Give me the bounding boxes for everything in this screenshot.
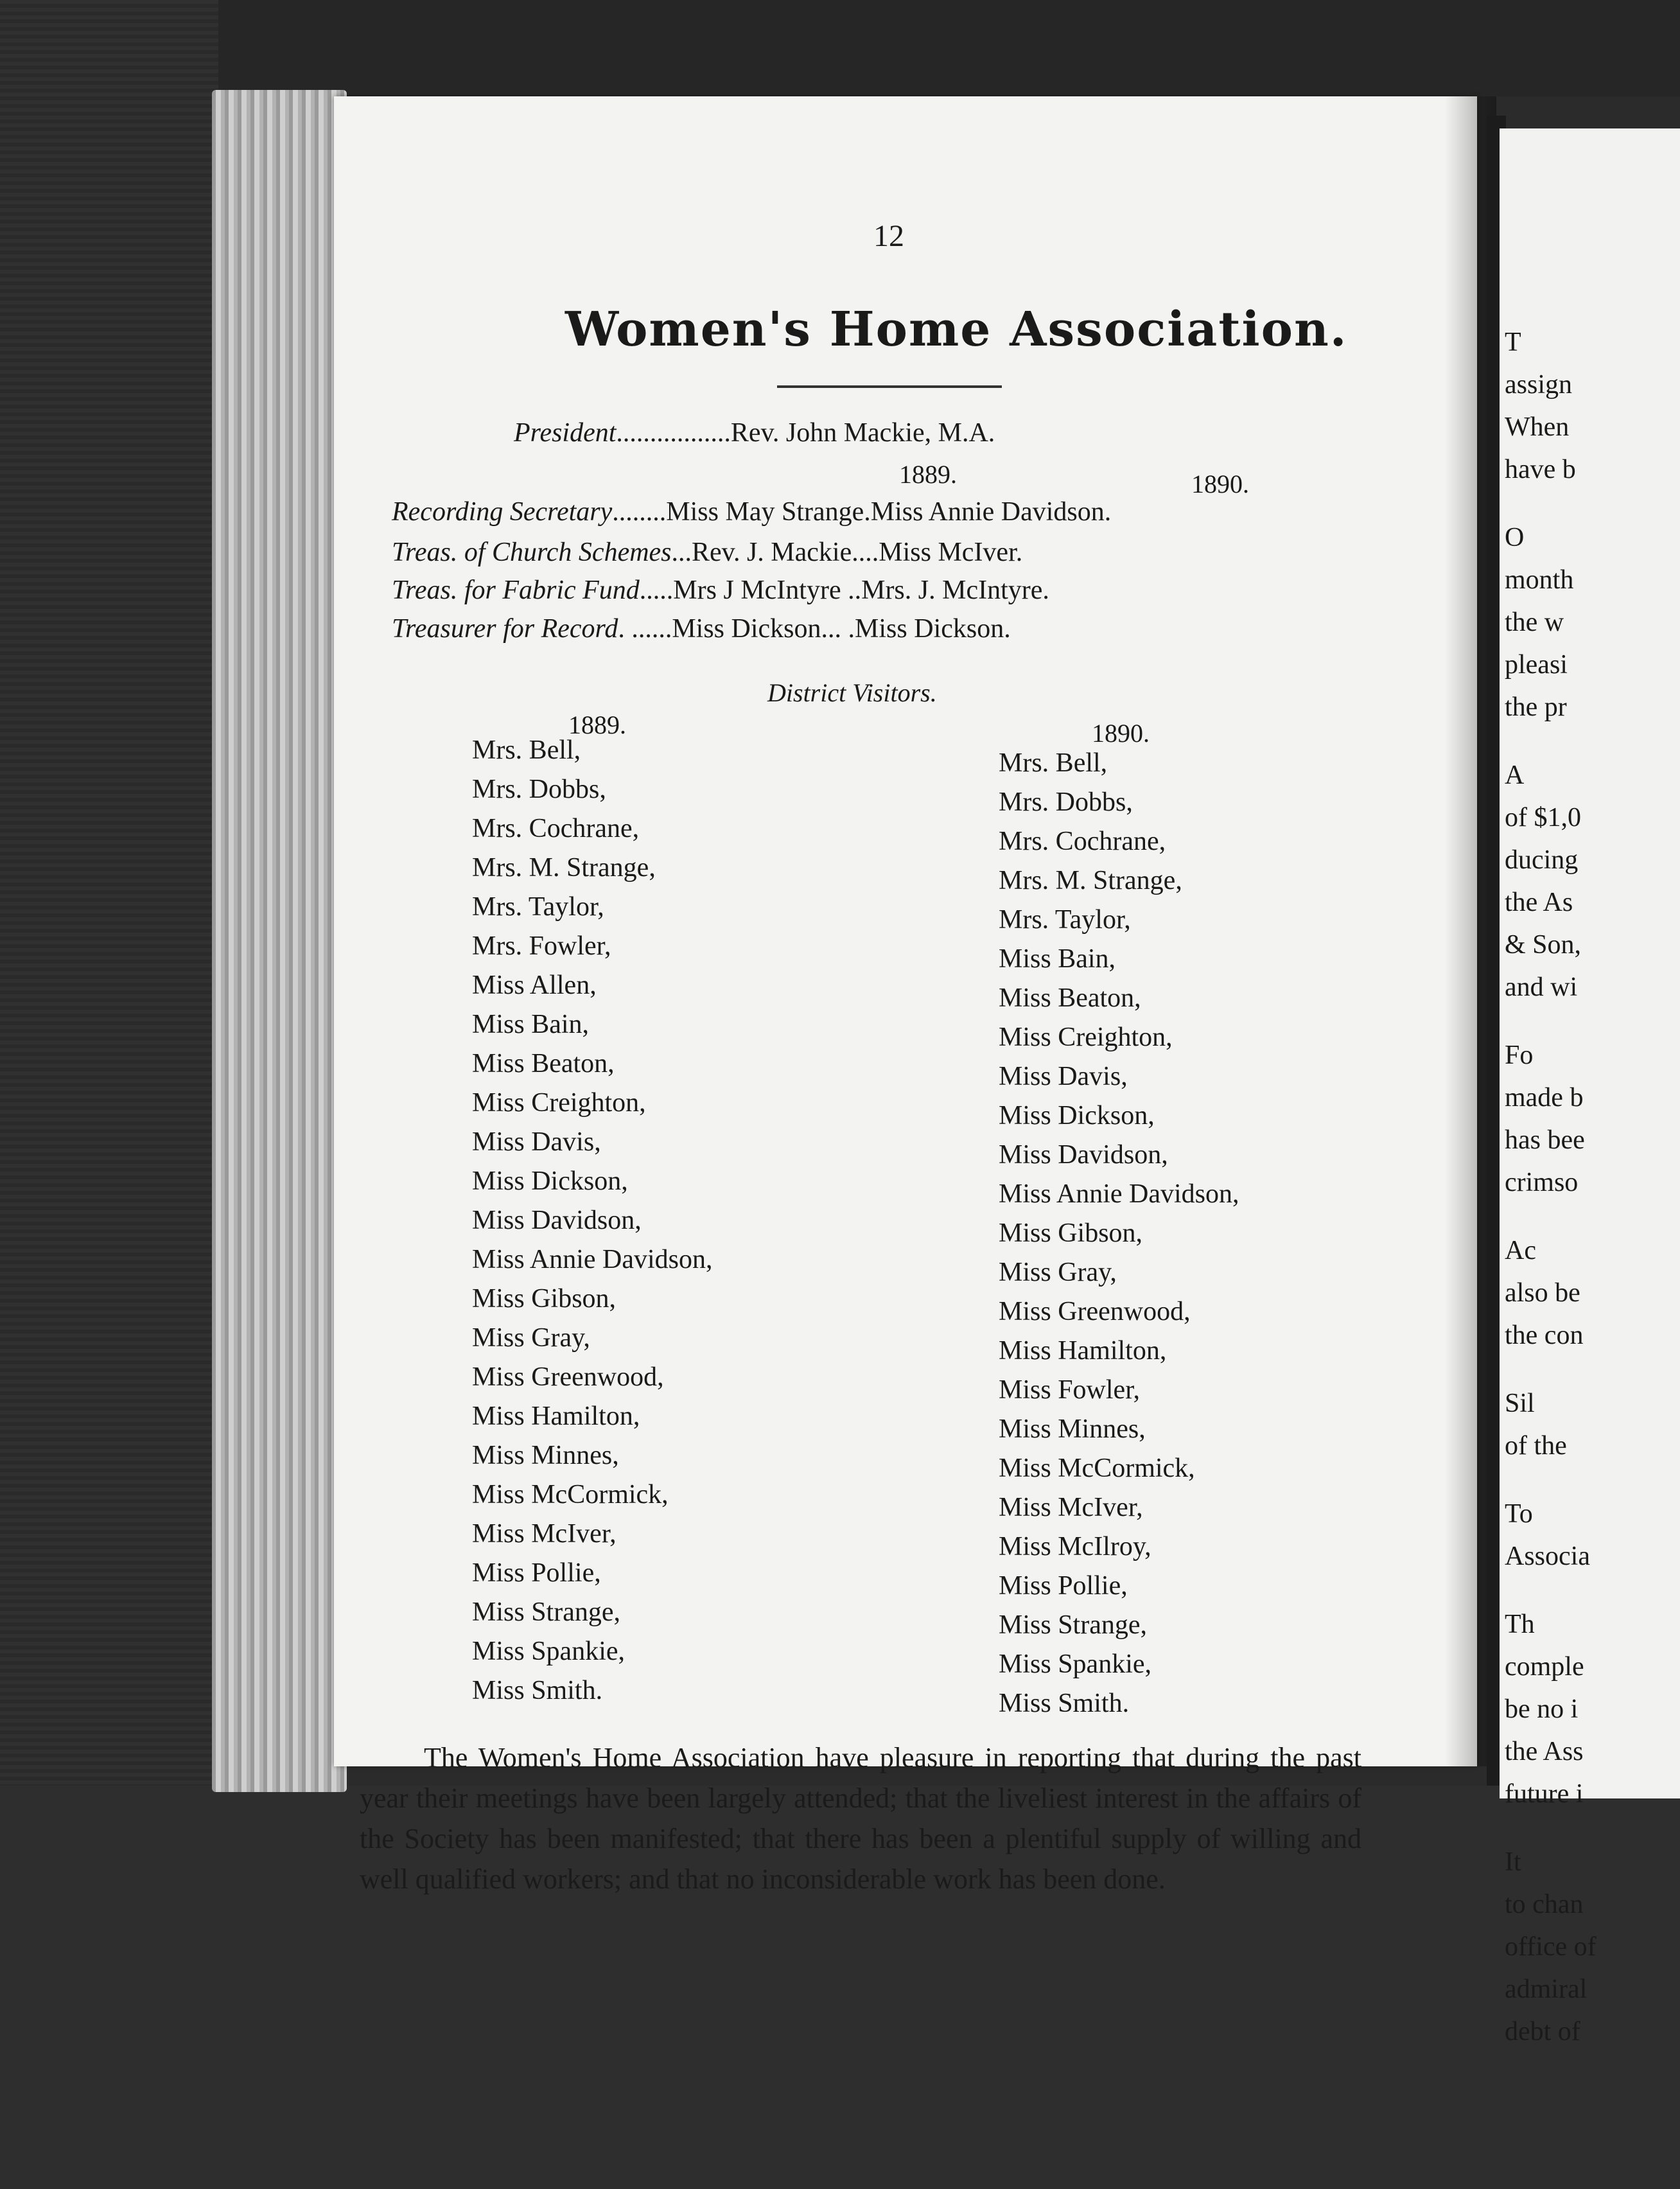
right-page xyxy=(1500,128,1680,2046)
visitor-name: Mrs. Bell, xyxy=(472,735,581,765)
officer-row-treasurer-record xyxy=(392,613,1011,644)
visitor-name: Miss Spankie, xyxy=(472,1637,626,1666)
right-page-fragment: and wi xyxy=(1505,972,1578,1002)
officer-1889: Miss Dickson... . xyxy=(672,614,855,644)
visitor-name: Mrs. M. Strange, xyxy=(472,853,656,883)
visitor-name: Miss Pollie, xyxy=(999,1571,1128,1601)
right-page-fragment: crimso xyxy=(1505,1168,1579,1197)
visitor-name: Miss Hamilton, xyxy=(472,1402,640,1431)
leader-dots: ... xyxy=(671,538,692,567)
officer-1890: Miss McIver. xyxy=(879,538,1023,567)
right-page-fragment: Th xyxy=(1505,1610,1535,1639)
officer-row-recording-secretary xyxy=(392,497,1111,527)
visitor-name: Mrs. Cochrane, xyxy=(472,814,640,843)
visitors-year-1890: 1890. xyxy=(1092,719,1150,748)
right-page-fragment: comple xyxy=(1505,1652,1584,1682)
officer-row-treas-church-schemes xyxy=(392,537,1022,568)
visitors-year-1889: 1889. xyxy=(568,710,626,739)
paragraph-gap xyxy=(1505,1204,1597,1229)
officer-row-treas-fabric-fund xyxy=(392,575,1049,606)
page-number: 12 xyxy=(873,219,904,253)
right-page-fragment: has bee xyxy=(1505,1125,1585,1155)
scanner-background-top xyxy=(0,0,1680,96)
officer-1889: Mrs J McIntyre .. xyxy=(673,576,862,605)
paragraph-gap xyxy=(1505,491,1597,516)
leader-dots: ..... xyxy=(639,576,674,605)
visitor-name: Miss Minnes, xyxy=(999,1414,1146,1444)
right-page-fragment: It xyxy=(1505,1847,1521,1877)
visitor-name: Miss Davis, xyxy=(472,1127,601,1157)
paragraph-gap xyxy=(1505,1467,1597,1493)
visitor-name: Mrs. Dobbs, xyxy=(472,775,606,804)
visitor-name: Miss Gibson, xyxy=(472,1284,617,1314)
visitor-name: Miss Smith. xyxy=(999,1689,1130,1718)
right-page-fragment: made b xyxy=(1505,1083,1584,1112)
visitor-name: Miss Dickson, xyxy=(999,1101,1155,1130)
officer-role: Treas. for Fabric Fund xyxy=(392,576,640,605)
officers-year-1889: 1889. xyxy=(899,460,957,489)
officers-year-1890: 1890. xyxy=(1191,470,1249,498)
visitor-name: Miss Beaton, xyxy=(472,1049,615,1078)
visitor-name: Mrs. Taylor, xyxy=(999,905,1131,935)
right-page-fragment: Associa xyxy=(1505,1542,1590,1571)
visitor-name: Miss Gibson, xyxy=(999,1218,1143,1248)
paragraph-gap xyxy=(1505,1357,1597,1382)
visitor-name: Miss McIver, xyxy=(999,1493,1143,1522)
officer-1889: Miss May Strange. xyxy=(666,497,871,527)
officer-role: President xyxy=(514,418,617,448)
visitor-name: Mrs. Fowler, xyxy=(472,931,611,961)
right-page-fragment: of the xyxy=(1505,1431,1567,1461)
right-page-fragment: ducing xyxy=(1505,845,1579,875)
right-page-fragment: the Ass xyxy=(1505,1737,1584,1766)
visitor-name: Miss Minnes, xyxy=(472,1441,619,1470)
right-page-fragment: To xyxy=(1505,1499,1533,1529)
right-page-fragment: Sil xyxy=(1505,1389,1535,1418)
right-page-fragment: also be xyxy=(1505,1278,1580,1308)
officer-name: Rev. John Mackie, M.A. xyxy=(730,418,995,448)
visitor-name: Miss McIlroy, xyxy=(999,1532,1151,1561)
right-page-fragment: month xyxy=(1505,565,1574,595)
visitor-name: Miss Pollie, xyxy=(472,1558,601,1588)
officer-1889: Rev. J. Mackie.... xyxy=(692,538,879,567)
right-page-fragment: O xyxy=(1505,523,1525,552)
visitor-name: Miss Beaton, xyxy=(999,983,1141,1013)
right-page-fragment: office of xyxy=(1505,1932,1597,1962)
right-page-fragment: & Son, xyxy=(1505,930,1582,960)
visitor-name: Mrs. Cochrane, xyxy=(999,827,1166,856)
visitor-name: Miss Bain, xyxy=(999,944,1116,974)
visitor-name: Miss Creighton, xyxy=(472,1088,646,1118)
visitor-name: Miss Spankie, xyxy=(999,1649,1152,1679)
visitor-name: Mrs. Bell, xyxy=(999,748,1108,778)
visitor-name: Miss McCormick, xyxy=(472,1480,669,1509)
officer-1890: Miss Annie Davidson. xyxy=(870,497,1112,527)
right-page-fragment: Ac xyxy=(1505,1236,1536,1265)
visitor-name: Miss Annie Davidson, xyxy=(999,1179,1239,1209)
visitor-name: Miss Greenwood, xyxy=(472,1362,664,1392)
right-page-fragment: debt of xyxy=(1505,2017,1580,2046)
visitor-name: Miss Dickson, xyxy=(472,1166,628,1196)
book-page-edges xyxy=(212,90,347,1792)
visitor-name: Mrs. Taylor, xyxy=(472,892,604,922)
right-page-fragment: the con xyxy=(1505,1321,1584,1350)
officer-role: Treas. of Church Schemes xyxy=(392,538,672,567)
officer-1890: Mrs. J. McIntyre. xyxy=(861,576,1049,605)
visitors-list-1889 xyxy=(472,731,713,1710)
leader-dots: ........ xyxy=(612,497,667,527)
visitor-name: Miss Gray, xyxy=(999,1258,1117,1287)
visitor-name: Mrs. M. Strange, xyxy=(999,866,1182,895)
visitor-name: Miss Annie Davidson, xyxy=(472,1245,713,1274)
district-visitors-heading: District Visitors. xyxy=(767,678,937,707)
right-page-fragment: be no i xyxy=(1505,1694,1579,1724)
right-page-fragment: Fo xyxy=(1505,1041,1534,1070)
right-page-fragment: assign xyxy=(1505,370,1572,400)
visitors-list-1890 xyxy=(999,744,1239,1723)
title-divider xyxy=(777,385,1002,388)
right-page-fragment: future i xyxy=(1505,1779,1584,1809)
right-page-fragment: to chan xyxy=(1505,1890,1584,1919)
visitor-name: Miss Strange, xyxy=(999,1610,1147,1640)
leader-dots: ................. xyxy=(616,418,731,448)
officer-row-president xyxy=(514,418,995,448)
right-page-fragment: A xyxy=(1505,760,1525,790)
right-page-fragment: T xyxy=(1505,328,1521,357)
visitor-name: Miss Davis, xyxy=(999,1062,1128,1091)
paragraph-gap xyxy=(1505,1008,1597,1034)
right-page-fragment: the w xyxy=(1505,608,1564,637)
visitor-name: Miss Davidson, xyxy=(472,1206,642,1235)
right-page-fragment: admiral xyxy=(1505,1974,1588,2004)
right-page-fragment: the pr xyxy=(1505,692,1567,722)
right-page-fragment: the As xyxy=(1505,888,1573,917)
right-page-text xyxy=(1505,321,1597,2053)
visitor-name: Miss Gray, xyxy=(472,1323,590,1353)
officer-role: Treasurer for Record xyxy=(392,614,618,644)
right-page-fragment: pleasi xyxy=(1505,650,1568,680)
visitor-name: Miss Strange, xyxy=(472,1597,620,1627)
visitor-name: Miss Hamilton, xyxy=(999,1336,1167,1366)
visitor-name: Miss McIver, xyxy=(472,1519,617,1549)
right-page-fragment: of $1,0 xyxy=(1505,803,1581,832)
page-title: Women's Home Association. xyxy=(565,302,1348,357)
visitor-name: Miss Davidson, xyxy=(999,1140,1168,1170)
right-page-fragment: have b xyxy=(1505,455,1576,484)
right-page-fragment: When xyxy=(1505,412,1570,442)
visitor-name: Miss McCormick, xyxy=(999,1454,1195,1483)
visitor-name: Miss Allen, xyxy=(472,971,597,1000)
visitor-name: Miss Creighton, xyxy=(999,1023,1173,1052)
visitor-name: Miss Fowler, xyxy=(999,1375,1141,1405)
visitor-name: Miss Smith. xyxy=(472,1676,603,1705)
visitor-name: Mrs. Dobbs, xyxy=(999,787,1133,817)
leader-dots: . ...... xyxy=(618,614,672,644)
paragraph-gap xyxy=(1505,1578,1597,1603)
paragraph-gap xyxy=(1505,728,1597,754)
report-paragraph: The Women's Home Association have pleasure in reporting that during the past year their meetings have been largely attended; that the liveliest interest in the affairs of the Society has been manifested; that there has been a plentiful supply of willing and well qualified workers; and that no inconsiderable work has been done. xyxy=(360,1742,1361,1895)
officer-role: Recording Secretary xyxy=(392,497,613,527)
visitor-name: Miss Bain, xyxy=(472,1010,590,1039)
visitor-name: Miss Greenwood, xyxy=(999,1297,1191,1326)
officer-1890: Miss Dickson. xyxy=(855,614,1011,644)
paragraph-gap xyxy=(1505,1815,1597,1841)
